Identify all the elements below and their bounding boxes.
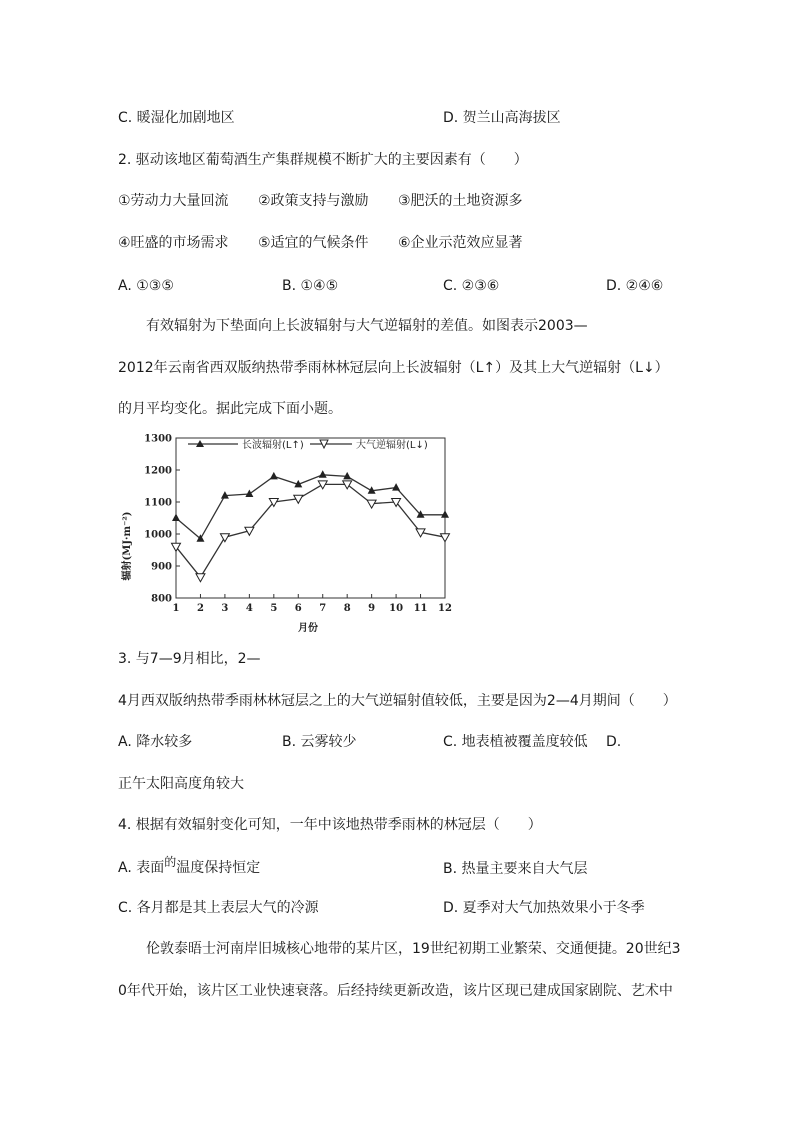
q2-item-3: ③肥沃的土地资源多 [398, 193, 523, 209]
q1-option-c: C. 暖湿化加剧地区 [118, 110, 235, 126]
data-point-up [196, 534, 204, 542]
q2-item-4: ④旺盛的市场需求 [118, 235, 229, 251]
q2-item-2: ②政策支持与激励 [258, 193, 369, 209]
q4-option-d: D. 夏季对大气加热效果小于冬季 [443, 900, 645, 916]
x-tick-label: 12 [438, 603, 452, 614]
chart-ylabel: 辐射(MJ·m⁻²) [122, 511, 133, 581]
q3-option-d: D. [606, 734, 622, 750]
x-tick-label: 7 [319, 603, 327, 614]
q2-option-c: C. ②③⑥ [443, 278, 500, 294]
data-point-up [270, 472, 278, 480]
y-tick-label: 800 [151, 593, 172, 605]
x-tick-label: 10 [389, 603, 404, 614]
data-point-up [392, 483, 400, 491]
passage-line-2: 0年代开始，该片区工业快速衰落。后经持续更新改造，该片区现已建成国家剧院、艺术中 [118, 983, 673, 999]
data-point-down [441, 534, 450, 542]
q3-option-c: C. 地表植被覆盖度较低 [443, 734, 588, 750]
q3-option-d-text: 正午太阳高度角较大 [118, 776, 244, 792]
q2-option-d: D. ②④⑥ [606, 278, 664, 294]
chart-plot [144, 434, 452, 615]
y-tick-label: 1100 [144, 497, 172, 509]
y-tick-label: 1000 [144, 529, 172, 541]
intro-line-1: 有效辐射为下垫面向上长波辐射与大气逆辐射的差值。如图表示2003— [146, 318, 588, 334]
data-point-down [196, 574, 205, 582]
chart-svg [118, 428, 473, 640]
intro-line-2: 2012年云南省西双版纳热带季雨林林冠层向上长波辐射（L↑）及其上大气逆辐射（L↓） [118, 360, 669, 376]
x-tick-label: 2 [196, 603, 204, 614]
y-tick-label: 1300 [144, 433, 172, 445]
q4-option-b: B. 热量主要来自大气层 [443, 861, 588, 877]
series-line-1 [176, 475, 445, 539]
q2-option-b: B. ①④⑤ [282, 278, 339, 294]
q1-option-d: D. 贺兰山高海拔区 [443, 110, 561, 126]
x-tick-label: 9 [368, 603, 376, 614]
q2-item-1: ①劳动力大量回流 [118, 193, 229, 209]
q4-option-a [118, 855, 261, 877]
radiation-chart [118, 428, 473, 640]
x-tick-label: 6 [294, 603, 302, 614]
q4-option-a-sup: 的 [164, 855, 177, 869]
y-tick-label: 1200 [144, 465, 172, 477]
x-tick-label: 1 [172, 603, 180, 614]
q4-option-c: C. 各月都是其上表层大气的冷源 [118, 900, 319, 916]
chart-xlabel: 月份 [298, 623, 318, 634]
x-tick-label: 11 [413, 603, 428, 614]
x-tick-label: 4 [245, 603, 253, 614]
series-line-2 [176, 484, 445, 577]
q2-stem: 2. 驱动该地区葡萄酒生产集群规模不断扩大的主要因素有（ ） [118, 152, 528, 168]
chart-legend [188, 438, 428, 451]
q3-line-1: 3. 与7—9月相比，2— [118, 651, 261, 667]
legend-label-up: 长波辐射(L↑) [242, 440, 304, 451]
q4-option-a-pre: A. 表面 [118, 860, 165, 876]
data-point-down [367, 500, 376, 508]
q4-option-a-post: 温度保持恒定 [176, 860, 261, 876]
data-point-up [172, 514, 180, 522]
x-tick-label: 3 [221, 603, 229, 614]
passage-line-1: 伦敦泰晤士河南岸旧城核心地带的某片区，19世纪初期工业繁荣、交通便捷。20世纪3 [146, 941, 681, 957]
chart-frame [176, 438, 445, 598]
q2-option-a: A. ①③⑤ [118, 278, 174, 294]
y-tick-label: 900 [151, 561, 172, 573]
legend-label-down: 大气逆辐射(L↓) [356, 440, 428, 451]
q3-option-b: B. 云雾较少 [282, 734, 357, 750]
x-tick-label: 5 [270, 603, 278, 614]
data-point-up [245, 490, 253, 498]
q3-line-2: 4月西双版纳热带季雨林林冠层之上的大气逆辐射值较低，主要是因为2—4月期间（ ） [118, 693, 677, 709]
x-tick-label: 8 [343, 603, 351, 614]
q3-option-a: A. 降水较多 [118, 734, 193, 750]
data-point-up [441, 510, 449, 518]
q2-item-5: ⑤适宜的气候条件 [258, 235, 369, 251]
data-point-down [220, 534, 229, 542]
intro-line-3: 的月平均变化。据此完成下面小题。 [118, 401, 342, 417]
q4-stem: 4. 根据有效辐射变化可知，一年中该地热带季雨林的林冠层（ ） [118, 817, 542, 833]
data-point-up [319, 470, 327, 478]
q2-item-6: ⑥企业示范效应显著 [398, 235, 523, 251]
